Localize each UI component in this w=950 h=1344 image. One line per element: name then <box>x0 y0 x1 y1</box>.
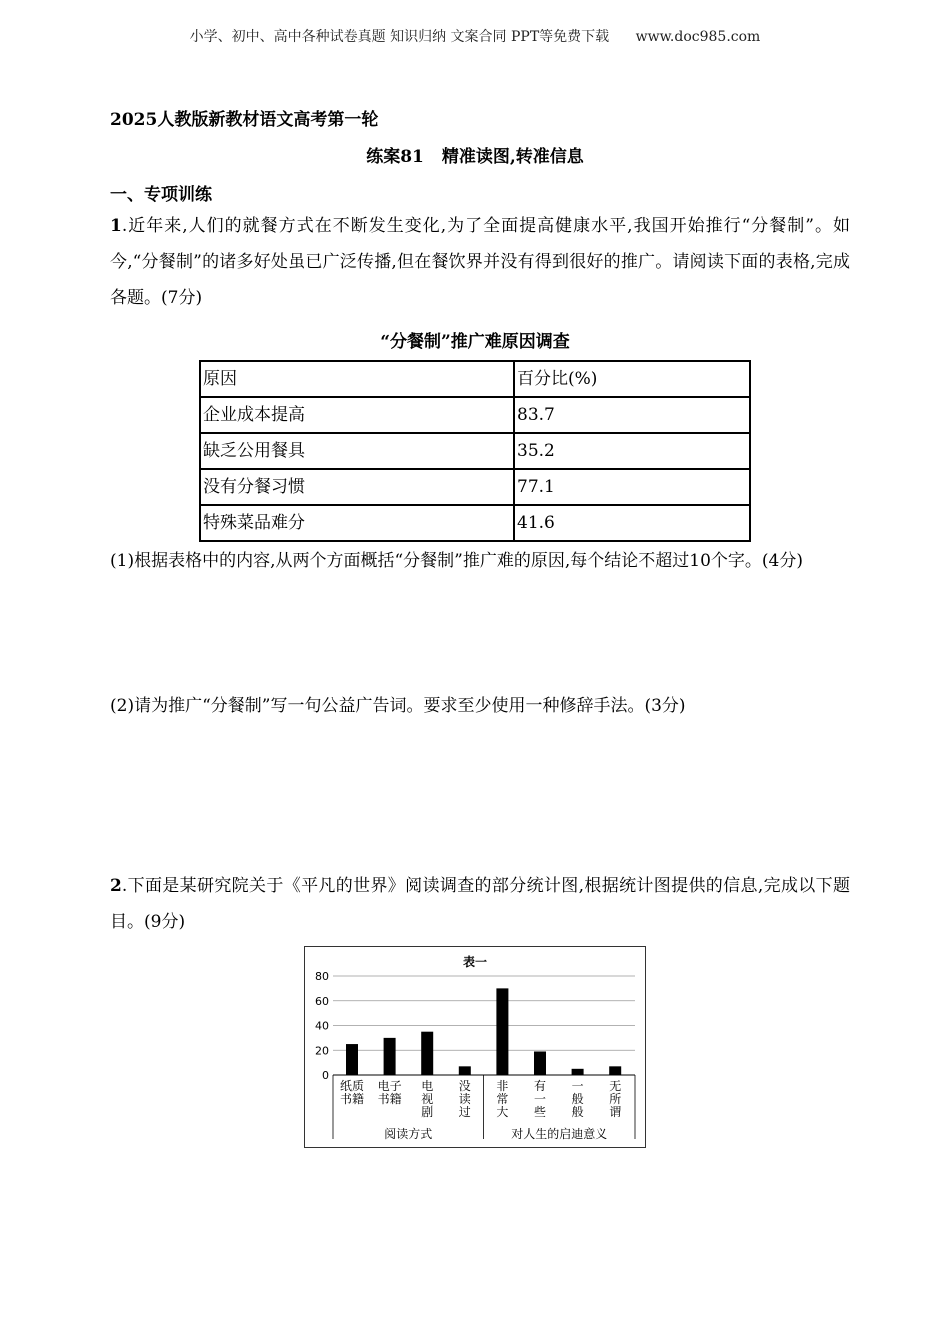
x-tick-label: 一 <box>571 1079 584 1093</box>
x-tick-label: 谓 <box>609 1105 622 1119</box>
x-tick-label: 书籍 <box>339 1092 365 1106</box>
bar <box>534 1051 546 1075</box>
x-tick-label: 视 <box>421 1092 434 1106</box>
page-header <box>0 26 950 46</box>
x-tick-label: 纸质 <box>339 1079 365 1093</box>
chart-title: 表一 <box>462 955 488 969</box>
table-cell: 77.1 <box>514 469 750 505</box>
x-tick-label: 书籍 <box>377 1092 402 1106</box>
section-heading: 一、专项训练 <box>110 185 212 205</box>
bar <box>346 1044 358 1075</box>
question-1-sub-2: (2)请为推广“分餐制”写一句公益广告词。要求至少使用一种修辞手法。(3分) <box>110 696 686 716</box>
bar <box>572 1069 584 1075</box>
bar <box>421 1032 433 1075</box>
bar <box>459 1066 471 1075</box>
bar <box>496 988 508 1075</box>
x-tick-label: 所 <box>609 1092 622 1106</box>
x-tick-label: 没 <box>458 1079 471 1093</box>
y-tick-label: 80 <box>315 970 329 983</box>
table-row <box>200 469 750 505</box>
question-1-text: .近年来,人们的就餐方式在不断发生变化,为了全面提高健康水平,我国开始推行“分餐制”。如今,“分餐制”的诸多好处虽已广泛传播,但在餐饮界并没有得到很好的推广。请阅读下面的表格,完成各题。(7分) <box>110 216 850 308</box>
question-2-text: .下面是某研究院关于《平凡的世界》阅读调查的部分统计图,根据统计图提供的信息,完成以下题目。(9分) <box>110 876 850 932</box>
x-tick-label: 无 <box>609 1079 622 1093</box>
chart-svg <box>305 947 645 1147</box>
table-header-row <box>200 361 750 397</box>
survey-table <box>199 360 751 542</box>
table-cell: 83.7 <box>514 397 750 433</box>
question-1-sub-1: (1)根据表格中的内容,从两个方面概括“分餐制”推广难的原因,每个结论不超过10个字。(4分) <box>110 551 803 571</box>
question-2-number: 2 <box>110 876 122 896</box>
x-tick-label: 大 <box>496 1105 509 1119</box>
x-tick-label: 过 <box>458 1105 471 1119</box>
table-header-cell: 原因 <box>200 361 514 397</box>
y-tick-label: 20 <box>315 1044 329 1058</box>
question-2-stem <box>110 868 850 940</box>
table-row <box>200 433 750 469</box>
header-text: 小学、初中、高中各种试卷真题 知识归纳 文案合同 PPT等免费下载 <box>189 29 610 45</box>
x-tick-label: 读 <box>458 1092 471 1106</box>
table-cell: 特殊菜品难分 <box>200 505 514 541</box>
table-cell: 41.6 <box>514 505 750 541</box>
table-cell: 没有分餐习惯 <box>200 469 514 505</box>
bar <box>384 1038 396 1075</box>
x-tick-label: 电 <box>421 1079 434 1093</box>
group-label: 阅读方式 <box>384 1127 433 1141</box>
lesson-number: 练案81 <box>366 147 424 167</box>
y-tick-label: 0 <box>322 1069 329 1082</box>
lesson-title: 精准读图,转准信息 <box>441 147 584 167</box>
x-tick-label: 电子 <box>377 1079 402 1093</box>
x-tick-label: 非 <box>496 1079 509 1093</box>
table-header-cell: 百分比(%) <box>514 361 750 397</box>
table-cell: 缺乏公用餐具 <box>200 433 514 469</box>
lesson-heading <box>0 142 950 167</box>
table-cell: 企业成本提高 <box>200 397 514 433</box>
x-tick-label: 剧 <box>421 1105 434 1119</box>
question-1-number: 1 <box>110 216 122 236</box>
question-1-stem <box>110 208 850 316</box>
x-tick-label: 常 <box>496 1092 509 1106</box>
header-site-link[interactable]: www.doc985.com <box>635 29 761 45</box>
document-title: 2025人教版新教材语文高考第一轮 <box>110 110 379 130</box>
y-tick-label: 60 <box>315 994 329 1008</box>
survey-table-title: “分餐制”推广难原因调查 <box>380 332 570 352</box>
y-tick-label: 40 <box>315 1019 329 1033</box>
x-tick-label: 有 <box>533 1079 547 1093</box>
x-tick-label: 些 <box>533 1105 547 1119</box>
x-tick-label: 般 <box>571 1105 584 1119</box>
table-row <box>200 505 750 541</box>
x-tick-label: 般 <box>571 1092 584 1106</box>
table-row <box>200 397 750 433</box>
bar <box>609 1066 621 1075</box>
table-cell: 35.2 <box>514 433 750 469</box>
x-tick-label: 一 <box>533 1092 547 1106</box>
reading-survey-chart <box>304 946 646 1148</box>
group-label: 对人生的启迪意义 <box>511 1127 608 1141</box>
